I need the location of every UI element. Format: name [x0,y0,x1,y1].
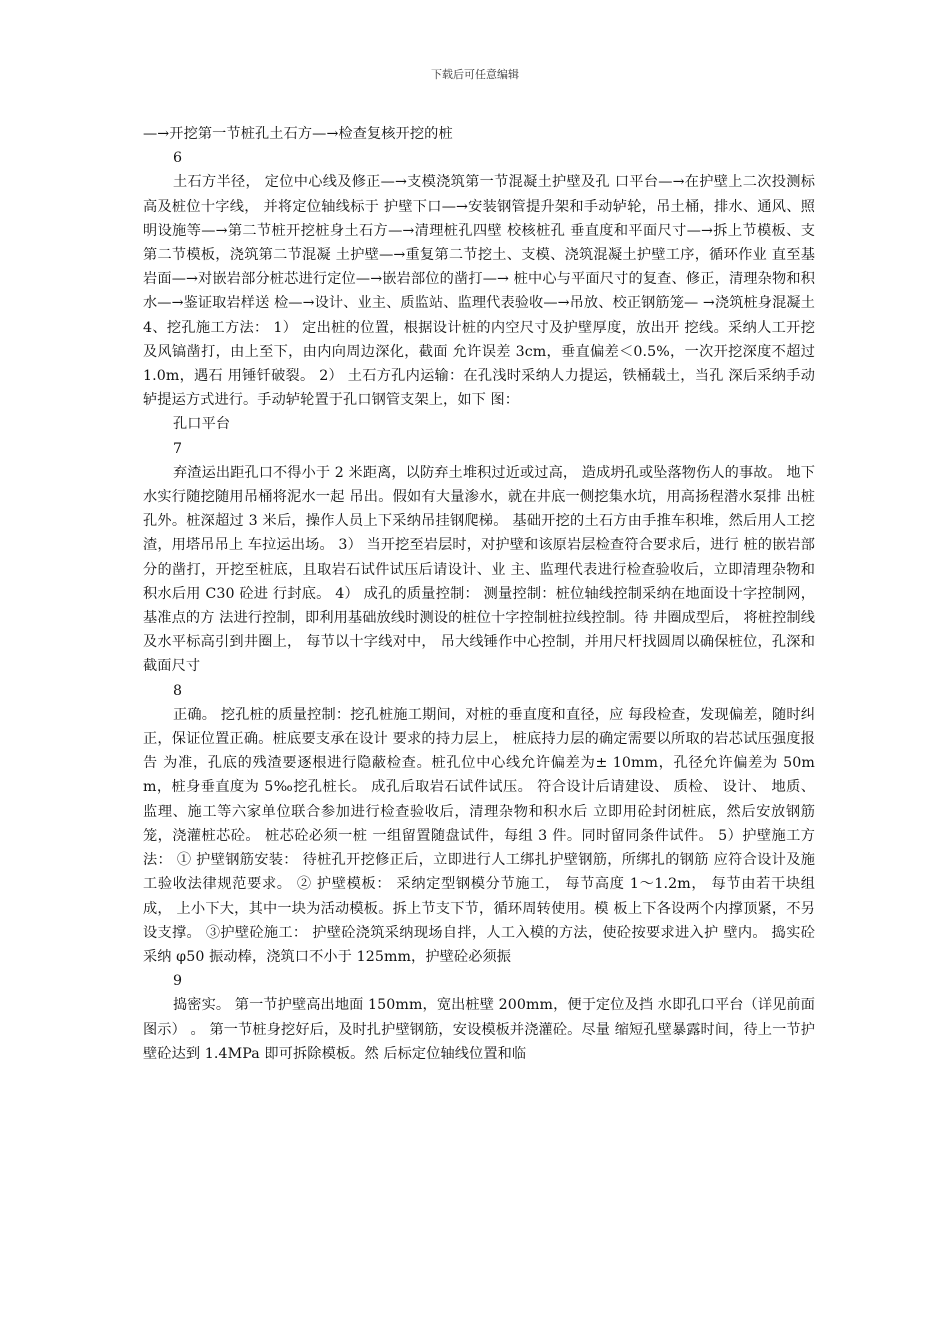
page-number-7: 7 [173,440,183,457]
paragraph-spoil-and-quality-control: 弃渣运出距孔口不得小于 2 米距离，以防弃土堆积过近或过高， 造成坍孔或坠落物伤人的事故。 地下水实行随挖随用吊桶将泥水一起 吊出。假如有大量渗水，就在井底一侧挖集水坑，用高扬程潜水泵排 出桩孔外。桩深超过 3 米后，操作人员上下采纳吊挂钢爬梯。 基础开挖的土石方由手推车积堆，然后用人工挖渣，用塔吊吊上 车拉运出场。 3） 当开挖至岩层时，对护壁和该原岩层检查符合要求后，进行 桩的嵌岩部分的凿打，开挖至桩底，且取岩石试件试压后请设计、业 主、监理代表进行检查验收后，立即清理杂物和积水后用 C30 砼进 行封底。 4） 成孔的质量控制： 测量控制：桩位轴线控制采纳在地面设十字控制网，基准点的方 法进行控制，即利用基础放线时测设的桩位十字控制桩拉线控制。待 井圈成型后， 将桩控制线及水平标高引到井圈上， 每节以十字线对中， 吊大线锤作中心控制，并用尺杆找圆周以确保桩位，孔深和截面尺寸 [143,464,815,675]
document-body [143,122,815,1066]
paragraph-compaction: 捣密实。 第一节护壁高出地面 150mm，宽出桩壁 200mm，便于定位及挡 水即孔口平台（详见前面图示） 。 第一节桩身挖好后，及时扎护壁钢筋，安设模板并浇灌砼。尽量 缩短孔壁暴露时间，待上一节护壁砼达到 1.4MPa 即可拆除模板。然 后标定位轴线位置和临 [143,997,815,1062]
page-header: 下载后可任意编辑 [431,68,519,81]
page-number-6: 6 [173,150,183,167]
page-number-8: 8 [173,682,183,699]
text-line-flowchart-tail: —→开挖第一节桩孔土石方—→检查复核开挖的桩 [143,126,453,142]
figure-caption-hole-platform: 孔口平台 [173,416,231,433]
page-number-9: 9 [173,973,183,990]
paragraph-pile-quality-and-retaining-wall: 正确。 挖孔桩的质量控制：挖孔桩施工期间，对桩的垂直度和直径，应 每段检查，发现偏差，随时纠正，保证位置正确。桩底要支承在设计 要求的持力层上， 桩底持力层的确定需要以所取的岩芯试压强度报告 为准，孔底的残渣要逐根进行隐蔽检查。桩孔位中心线允许偏差为± 10mm，孔径允许偏差为 50mm，桩身垂直度为 5‰挖孔桩长。 成孔后取岩石试件试压。 符合设计后请建设、 质检、 设计、 地质、 监理、施工等六家单位联合参加进行检查验收后，清理杂物和积水后 立即用砼封闭桩底，然后安放钢筋笼，浇灌桩芯砼。 桩芯砼必须一桩 一组留置随盘试件，每组 3 件。同时留同条件试件。 5）护壁施工方法： ① 护壁钢筋安装： 待桩孔开挖修正后，立即进行人工绑扎护壁钢筋，所绑扎的钢筋 应符合设计及施工验收法律规范要求。 ② 护壁模板： 采纳定型钢模分节施工， 每节高度 1～1.2m， 每节由若干块组成， 上小下大，其中一块为活动模板。拆上节支下节，循环周转使用。模 板上下各设两个内撑顶紧，不另设支撑。 ③护壁砼施工： 护壁砼浇筑采纳现场自拌，人工入模的方法，使砼按要求进入护 壁内。 捣实砼采纳 φ50 振动棒，浇筑口不小于 125mm，护壁砼必须振 [143,706,815,965]
paragraph-construction-sequence: 土石方半径， 定位中心线及修正—→支模浇筑第一节混凝土护壁及孔 口平台—→在护壁上二次投测标高及桩位十字线， 并将定位轴线标于 护壁下口—→安装钢管提升架和手动轳轮，吊土桶，排水、通风、照 明设施等—→第二节桩开挖桩身土石方—→清理桩孔四壁 校核桩孔 垂直度和平面尺寸—→拆上节模板、支第二节模板，浇筑第二节混凝 土护壁—→重复第二节挖土、支模、浇筑混凝土护壁工序，循环作业 直至基岩面—→对嵌岩部分桩芯进行定位—→嵌岩部位的凿打—→ 桩中心与平面尺寸的复查、修正，清理杂物和积水—→鉴证取岩样送 检—→设计、业主、质监站、监理代表验收—→吊放、校正钢筋笼— →浇筑桩身混凝土 4、挖孔施工方法： 1） 定出桩的位置，根据设计桩的内空尺寸及护壁厚度，放出开 挖线。采纳人工开挖及风镐凿打，由上至下，由内向周边深化，截面 允许误差 3cm，垂直偏差＜0.5%，一次开挖深度不超过 1.0m，遇石 用锤钎破裂。 2） 土石方孔内运输：在孔浅时采纳人力提运，铁桶载土，当孔 深后采纳手动轳提运方式进行。手动轳轮置于孔口钢管支架上，如下 图： [143,174,815,409]
